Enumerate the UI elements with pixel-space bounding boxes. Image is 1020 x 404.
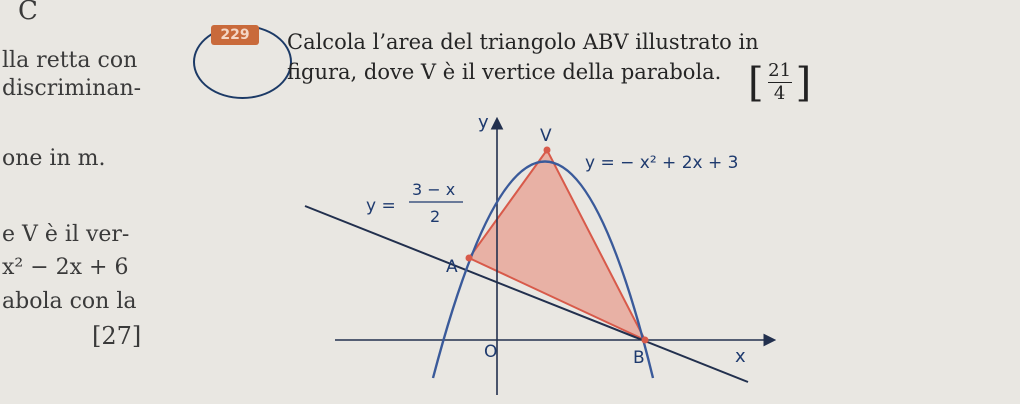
line-equation-lhs: y = — [366, 196, 396, 216]
origin-label: O — [484, 342, 498, 362]
point-b — [642, 337, 649, 344]
exercise-text-line2: figura, dove V è il vertice della parabola. — [287, 60, 722, 84]
point-b-label: B — [633, 348, 645, 368]
parabola-equation: y = − x² + 2x + 3 — [585, 153, 739, 173]
answer-denominator: 4 — [773, 83, 786, 104]
left-text-line3: one in m. — [2, 146, 106, 171]
left-text-line2: discriminan- — [2, 76, 142, 101]
point-v — [544, 147, 551, 154]
reference-number: [27] — [92, 322, 142, 350]
left-text-line1: lla retta con — [2, 48, 138, 73]
corner-letter: C — [18, 0, 38, 26]
answer-bracket-right: ] — [795, 59, 812, 106]
y-axis-label: y — [478, 112, 489, 133]
line-equation-denominator: 2 — [430, 207, 441, 226]
answer-numerator: 21 — [768, 60, 792, 81]
line-equation-numerator: 3 − x — [412, 180, 456, 199]
point-a — [466, 255, 473, 262]
left-text-line6: abola con la — [2, 289, 137, 314]
vertex-label: V — [540, 126, 552, 146]
left-text-line4: e V è il ver- — [2, 222, 130, 247]
triangle-abv — [469, 150, 645, 340]
answer-bracket-left: [ — [748, 59, 764, 106]
exercise-number-badge: 229 — [211, 25, 259, 45]
point-a-label: A — [446, 257, 458, 277]
exercise-text-line1: Calcola l’area del triangolo ABV illustrato in — [287, 30, 759, 54]
left-text-line5: x² − 2x + 6 — [2, 255, 129, 280]
x-axis-label: x — [735, 346, 746, 367]
